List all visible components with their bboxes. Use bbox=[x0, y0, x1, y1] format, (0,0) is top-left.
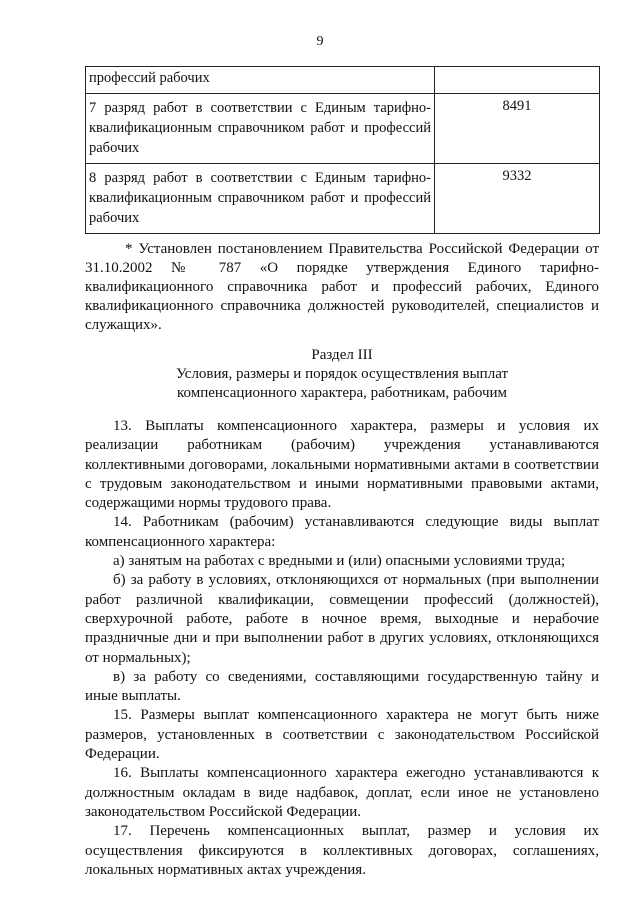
section-number: Раздел III bbox=[311, 347, 373, 363]
table-row bbox=[86, 164, 600, 234]
table-cell-description: 7 разряд работ в соответствии с Единым тарифно-квалификационным справочником работ и профессий рабочих bbox=[86, 94, 435, 164]
paragraph: 13. Выплаты компенсационного характера, размеры и условия их реализации работникам (рабочим) учреждения устанавливаются коллективными договорами, локальными нормативными актами в соответствии с трудовым законодательством и иными нормативными правовыми актами, содержащими нормы трудового права. bbox=[85, 418, 599, 512]
table-cell-value: 8491 bbox=[435, 94, 600, 164]
section-heading bbox=[85, 346, 599, 403]
paragraph: а) занятым на работах с вредными и (или) опасными условиями труда; bbox=[113, 553, 566, 570]
section-body bbox=[85, 417, 599, 880]
table-row bbox=[86, 94, 600, 164]
paragraph: в) за работу со сведениями, составляющими государственную тайну и иные выплаты. bbox=[85, 668, 599, 705]
table-row bbox=[86, 67, 600, 94]
paragraph: 14. Работникам (рабочим) устанавливаются следующие виды выплат компенсационного характера: bbox=[85, 514, 599, 550]
paragraph: б) за работу в условиях, отклоняющихся от нормальных (при выполнении работ различной квалификации, совмещении профессий (должностей), сверхурочной работе, работе в ночное время, выходные и нерабочие праздничные дни и при выполнении работ в других условиях, отклоняющихся от нормальных); bbox=[85, 572, 599, 666]
paragraph: 16. Выплаты компенсационного характера ежегодно устанавливаются к должностным окладам в виде надбавок, доплат, если иное не установлено законодательством Российской Федерации. bbox=[85, 765, 599, 820]
rates-table bbox=[85, 66, 600, 234]
paragraph: 17. Перечень компенсационных выплат, размер и условия их осуществления фиксируются в коллективных договорах, соглашениях, локальных нормативных актах учреждения. bbox=[85, 823, 599, 878]
table-cell-description: профессий рабочих bbox=[86, 67, 435, 94]
section-title-line-1: Условия, размеры и порядок осуществления выплат bbox=[175, 366, 509, 382]
footnote: * Установлен постановлением Правительства Российской Федерации от 31.10.2002 № 787 «О порядке утверждения Единого тарифно-квалификационного справочника работ и профессий рабочих, Единого квалификационного справочника должностей руководителей, специалистов и служащих». bbox=[85, 241, 599, 333]
table-cell-value bbox=[435, 67, 600, 94]
table-cell-value: 9332 bbox=[435, 164, 600, 234]
page-number: 9 bbox=[316, 34, 324, 49]
table-cell-description: 8 разряд работ в соответствии с Единым тарифно-квалификационным справочником работ и профессий рабочих bbox=[86, 164, 435, 234]
paragraph: 15. Размеры выплат компенсационного характера не могут быть ниже размеров, установленных в соответствии с законодательством Российской Федерации. bbox=[85, 707, 599, 763]
section-title-line-2: компенсационного характера, работникам, рабочим bbox=[176, 385, 508, 401]
